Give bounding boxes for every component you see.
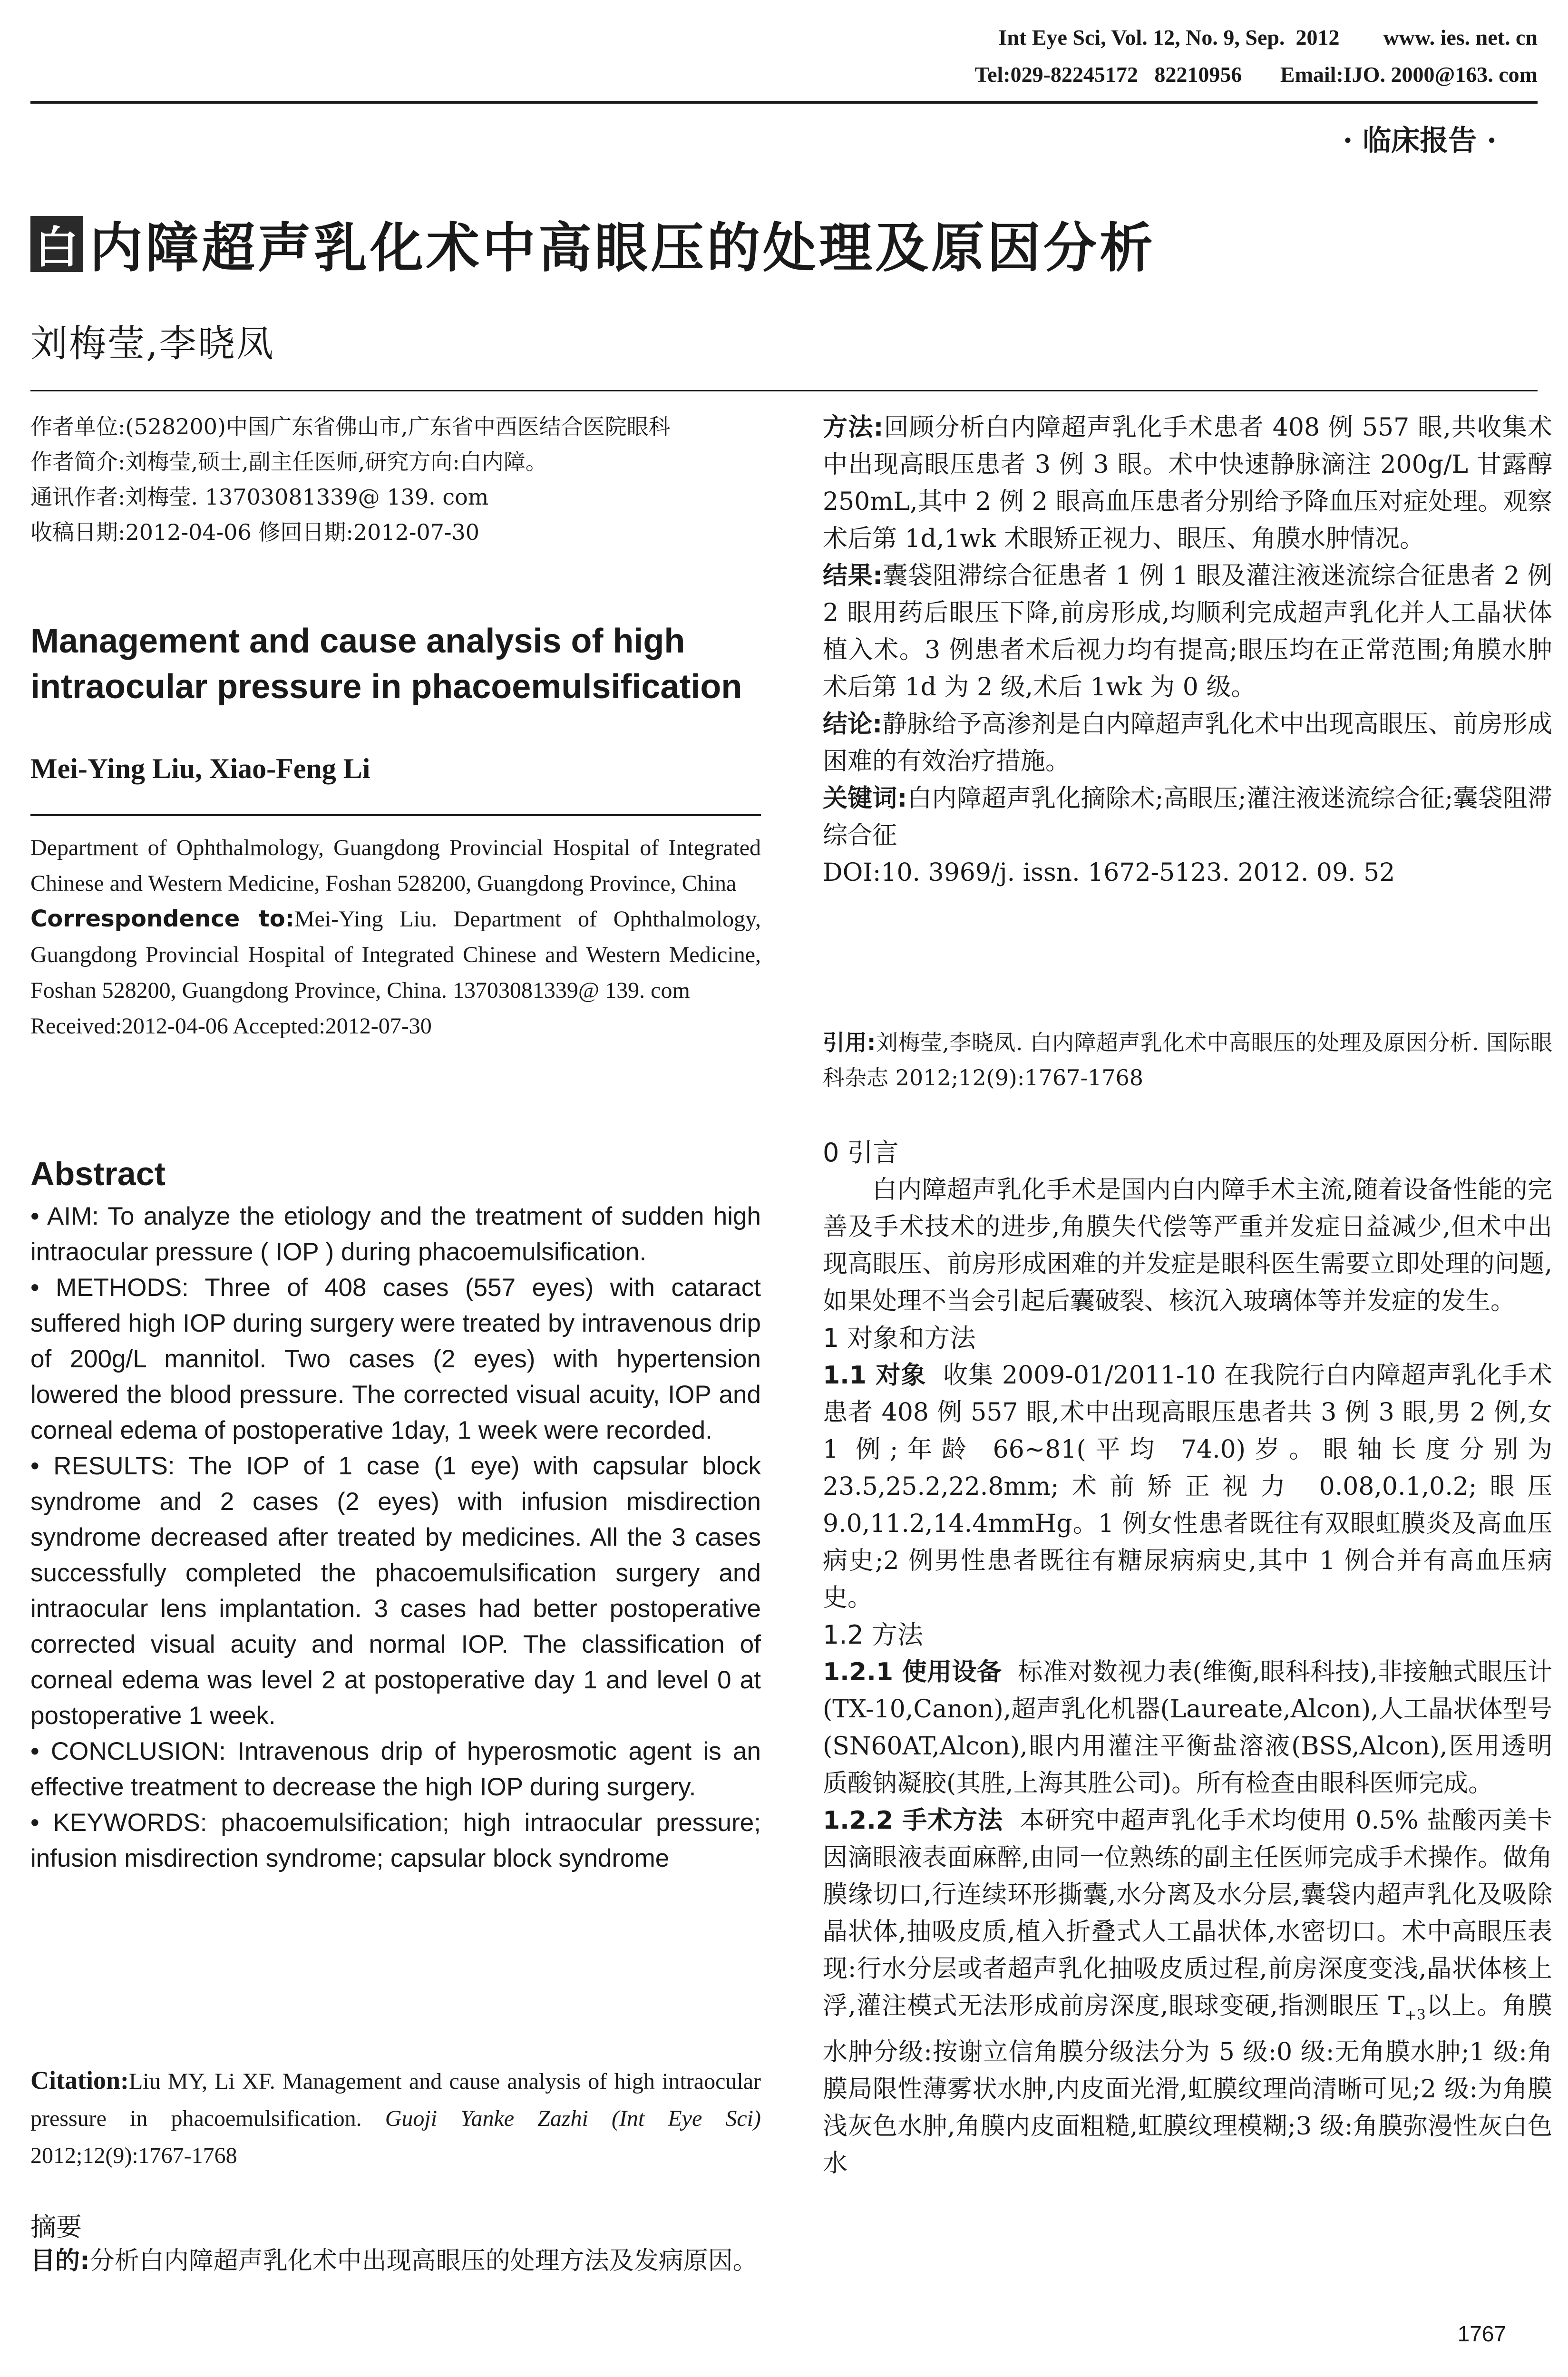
citation-label: Citation: [30, 2066, 129, 2094]
zhaiyao-methods [823, 409, 1552, 557]
section-1-2-2 [823, 1802, 1552, 2182]
zhaiyao-conclusion-text: 静脉给予高渗剂是白内障超声乳化术中出现高眼压、前房形成困难的有效治疗措施。 [823, 710, 1552, 776]
iop-subscript: +3 [1404, 2007, 1426, 2024]
header-rule [30, 101, 1538, 104]
zhaiyao-conclusion-label: 结论: [823, 710, 883, 739]
zhaiyao-keywords-text: 白内障超声乳化摘除术;高眼压;灌注液迷流综合征;囊袋阻滞综合征 [823, 784, 1553, 850]
abstract-body [30, 1198, 761, 1876]
citation-tail: 2012;12(9):1767-1768 [30, 2143, 237, 2168]
citation-journal: Guoji Yanke Zazhi (Int Eye Sci) [385, 2106, 761, 2131]
page-number: 1767 [1457, 2321, 1506, 2346]
english-affiliation [30, 830, 761, 1044]
english-dates: Received:2012-04-06 Accepted:2012-07-30 [30, 1013, 432, 1039]
abstract-conclusion: • CONCLUSION: Intravenous drip of hyperosmotic agent is an effective treatment to decrease the high IOP during surgery. [30, 1737, 761, 1801]
abstract-methods: • METHODS: Three of 408 cases (557 eyes) with cataract suffered high IOP during surgery were treated by intravenous drip of 200g/L mannitol. Two cases (2 eyes) with hypertension lowered the blood pressure. The corrected visual acuity, IOP and corneal edema of postoperative 1day, 1 week were recorded. [30, 1274, 761, 1444]
abstract-heading: Abstract [30, 1155, 166, 1192]
section-1-1 [823, 1357, 1552, 1617]
corresponding-author-line: 通讯作者:刘梅莹. 13703081339@ 139. com [30, 484, 489, 510]
abstract-aim: • AIM: To analyze the etiology and the treatment of sudden high intraocular pressure ( IOP ) during phacoemulsification. [30, 1202, 761, 1266]
citation-cn-text: 刘梅莹,李晓凤. 白内障超声乳化术中高眼压的处理及原因分析. 国际眼科杂志 2012;12(9):1767-1768 [823, 1030, 1552, 1091]
section-1-2-2-text: 本研究中超声乳化手术均使用 0.5% 盐酸丙美卡因滴眼液表面麻醉,由同一位熟练的副主任医师完成手术操作。做角膜缘切口,行连续环形撕囊,水分离及水分层,囊袋内超声乳化及吸除晶状体,抽吸皮质,植入折叠式人工晶状体,水密切口。术中高眼压表现:行水分层或者超声乳化抽吸皮质过程,前房深度变浅,晶状体核上浮,灌注模式无法形成前房深度,眼球变硬,指测眼压 T [823, 1806, 1552, 2020]
zhaiyao-aim-label: 目的: [30, 2247, 90, 2275]
correspondence-text: Mei-Ying Liu. Department of Ophthalmology, Guangdong Provincial Hospital of Integrated Chinese and Western Medicine, Foshan 528200, Guangdong Province, China. 13703081339@ 139. com [30, 906, 761, 1003]
doi: DOI:10. 3969/j. issn. 1672-5123. 2012. 09. 52 [823, 858, 1395, 887]
affiliation-line: 作者单位:(528200)中国广东省佛山市,广东省中西医结合医院眼科 [30, 414, 671, 439]
title-lead-char: 白 [30, 216, 83, 272]
section-1-2-1 [823, 1654, 1552, 1802]
zhaiyao-methods-label: 方法: [823, 413, 884, 442]
zhaiyao-aim [30, 2242, 761, 2280]
zhaiyao-results-text: 囊袋阻滞综合征患者 1 例 1 眼及灌注液迷流综合征患者 2 例 2 眼用药后眼压下降,前房形成,均顺利完成超声乳化并人工晶状体植入术。3 例患者术后视力均有提高;眼压均在正常范围;角膜水肿术后第 1d 为 2 级,术后 1wk 为 0 级。 [823, 562, 1552, 701]
article-title [30, 205, 1156, 282]
correspondence [30, 901, 761, 1008]
zhaiyao-results-label: 结果: [823, 562, 883, 590]
abstract-keywords: • KEYWORDS: phacoemulsification; high intraocular pressure; infusion misdirection syndrome; capsular block syndrome [30, 1809, 761, 1872]
section-1-1-label: 1.1 对象 [823, 1361, 926, 1390]
citation-cn-label: 引用: [823, 1030, 876, 1055]
authors-rule [30, 814, 761, 816]
correspondence-label: Correspondence to: [30, 906, 294, 932]
zhaiyao-keywords-label: 关键词: [823, 784, 907, 813]
section-1-2-1-label: 1.2.1 使用设备 [823, 1658, 1002, 1686]
zhaiyao-heading: 摘要 [30, 2212, 82, 2242]
body-text [823, 1134, 1552, 2182]
affiliation-cn [30, 409, 761, 550]
journal-header-line2: Tel:029-82245172 82210956 Email:IJO. 2000@163. com [974, 62, 1538, 87]
section-1-1-text: 收集 2009-01/2011-10 在我院行白内障超声乳化手术患者 408 例 557 眼,术中出现高眼压患者共 3 例 3 眼,男 2 例,女 1 例;年龄 66~81(平均 74.0)岁。眼轴长度分别为 23.5,25.2,22.8mm;术前矫正视力 0.08,0.1,0.2;眼压 9.0,11.2,14.4mmHg。1 例女性患者既往有双眼虹膜炎及高血压病史;2 例男性患者既往有糖尿病病史,其中 1 例合并有高血压病史。 [823, 1361, 1552, 1612]
citation-cn [823, 1025, 1552, 1095]
section-1-2-2-label: 1.2.2 手术方法 [823, 1806, 1003, 1835]
authors-cn: 刘梅莹,李晓凤 [30, 322, 275, 365]
zhaiyao-aim-text: 分析白内障超声乳化术中出现高眼压的处理方法及发病原因。 [89, 2247, 758, 2275]
title-text: 内障超声乳化术中高眼压的处理及原因分析 [89, 217, 1156, 279]
citation-text: Liu MY, Li XF. Management and cause analysis of high intraocular pressure in phacoemulsification. [30, 2069, 761, 2131]
zhaiyao-continued [823, 409, 1552, 891]
section-label: · 临床报告 · [1343, 124, 1497, 157]
section-1-2-heading: 1.2 方法 [823, 1620, 924, 1650]
intro-paragraph: 白内障超声乳化手术是国内白内障手术主流,随着设备性能的完善及手术技术的进步,角膜失代偿等严重并发症日益减少,但术中出现高眼压、前房形成困难的并发症是眼科医生需要立即处理的问题,如果处理不当会引起后囊破裂、核沉入玻璃体等并发症的发生。 [823, 1176, 1552, 1315]
section-1-2-1-text: 标准对数视力表(维衡,眼科科技),非接触式眼压计(TX-10,Canon),超声乳化机器(Laureate,Alcon),人工晶状体型号(SN60AT,Alcon),眼内用灌注平衡盐溶液(BSS,Alcon),医用透明质酸钠凝胶(其胜,上海其胜公司)。所有检查由眼科医师完成。 [823, 1658, 1552, 1798]
citation-en [30, 2062, 761, 2174]
section-0-heading: 0 引言 [823, 1138, 899, 1168]
department-text: Department of Ophthalmology, Guangdong Provincial Hospital of Integrated Chinese and Western Medicine, Foshan 528200, Guangdong Province, China [30, 835, 761, 896]
author-bio-line: 作者简介:刘梅莹,硕士,副主任医师,研究方向:白内障。 [30, 449, 547, 475]
zhaiyao-methods-text: 回顾分析白内障超声乳化手术患者 408 例 557 眼,共收集术中出现高眼压患者 3 例 3 眼。术中快速静脉滴注 200g/L 甘露醇 250mL,其中 2 例 2 眼高血压患者分别给予降血压对症处理。观察术后第 1d,1wk 术眼矫正视力、眼压、角膜水肿情况。 [823, 413, 1552, 553]
english-title: Management and cause analysis of high intraocular pressure in phacoemulsification [30, 622, 742, 706]
abstract-results: • RESULTS: The IOP of 1 case (1 eye) with capsular block syndrome and 2 cases (2 eyes) with infusion misdirection syndrome decreased after treated by medicines. All the 3 cases successfully completed the phacoemulsification surgery and intraocular lens implantation. 3 cases had better postoperative corrected visual acuity and normal IOP. The classification of corneal edema was level 2 at postoperative day 1 and level 0 at postoperative 1 week. [30, 1452, 761, 1730]
dates-line: 收稿日期:2012-04-06 修回日期:2012-07-30 [30, 519, 480, 545]
zhaiyao-keywords [823, 780, 1552, 854]
journal-header-line1: Int Eye Sci, Vol. 12, No. 9, Sep. 2012 www. ies. net. cn [998, 25, 1538, 49]
zhaiyao-results [823, 557, 1552, 706]
english-authors: Mei-Ying Liu, Xiao-Feng Li [30, 753, 370, 784]
zhaiyao-conclusion [823, 706, 1552, 780]
section-1-2-2-text-cont: 以上。角膜水肿分级:按谢立信角膜分级法分为 5 级:0 级:无角膜水肿;1 级:角膜局限性薄雾状水肿,内皮面光滑,虹膜纹理尚清晰可见;2 级:为角膜浅灰色水肿,角膜内皮面粗糙,虹膜纹理模糊;3 级:角膜弥漫性灰白色水 [823, 1992, 1552, 2178]
section-1-heading: 1 对象和方法 [823, 1323, 976, 1353]
title-rule [30, 390, 1538, 391]
